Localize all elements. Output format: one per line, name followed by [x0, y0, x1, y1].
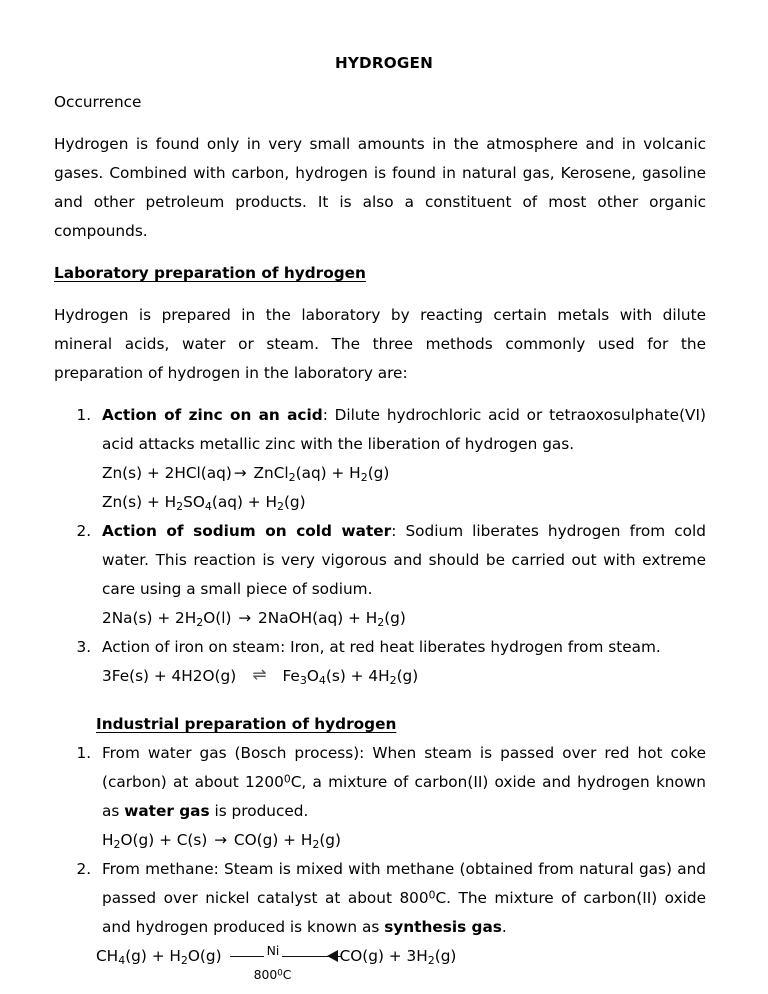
catalyst-arrow-icon: [230, 942, 346, 982]
subscript: 2: [288, 471, 296, 485]
lab-prep-list: [54, 401, 706, 691]
subscript: 2: [113, 838, 121, 852]
equilibrium-arrow-icon: ⇌: [252, 665, 267, 685]
equation-left: O(l): [203, 609, 232, 627]
list-item: [96, 401, 706, 517]
equation-left: Zn(s) + H: [102, 493, 177, 511]
equation-left: H: [102, 831, 114, 849]
equation-right: (aq) + H: [295, 464, 361, 482]
superscript: 0: [283, 772, 291, 786]
list-item-lead: Action of zinc on an acid: [102, 406, 323, 424]
lab-prep-heading: Laboratory preparation of hydrogen: [54, 264, 366, 282]
equation-right: (g): [319, 831, 341, 849]
equation-methane-steam: [96, 942, 706, 982]
list-item-text: C. The mixture of carbon(II) oxide and hydrogen produced is known as: [102, 889, 706, 936]
equation-left: O(g): [187, 947, 222, 965]
subscript: 2: [312, 838, 320, 852]
right-arrow-icon: →: [214, 831, 228, 849]
lab-prep-intro: Hydrogen is prepared in the laboratory by reacting certain metals with dilute mineral acids, water or steam. The three methods commonly used for the preparation of hydrogen in the laboratory are:: [54, 306, 706, 382]
equation-left: 2Na(s) + 2H: [102, 609, 197, 627]
superscript: 0: [277, 967, 283, 978]
subscript: 4: [318, 674, 326, 688]
catalyst-temperature: [254, 960, 292, 989]
list-item-text: From methane: Steam is mixed with methane (obtained from natural gas) and passed over nickel catalyst at about 800: [102, 860, 706, 907]
list-item: [96, 855, 706, 942]
equation-left: Zn(s) + 2HCl(aq): [102, 464, 232, 482]
subscript: 4: [118, 954, 126, 968]
industrial-prep-heading-row: [96, 710, 706, 739]
equation-right: (g): [396, 667, 419, 685]
industrial-prep-list: [54, 739, 706, 942]
temperature-unit: C: [282, 966, 292, 982]
document-body: [54, 88, 707, 982]
subscript: 2: [427, 954, 435, 968]
spacer: [54, 691, 706, 710]
equation-right: (g): [384, 609, 406, 627]
subscript: 2: [180, 954, 188, 968]
list-item-text: From water gas (Bosch process): When steam is passed over red hot coke (carbon) at about 1200: [102, 744, 706, 791]
subscript: 2: [377, 616, 385, 630]
equation-right: (g): [367, 464, 390, 482]
equation-left: 3Fe(s) + 4H2O(g): [102, 667, 237, 685]
subscript: 2: [276, 500, 284, 514]
arrow-head: [327, 950, 338, 962]
list-item-bold: water gas: [124, 802, 210, 820]
equation-right: 2NaOH(aq) + H: [258, 609, 378, 627]
list-item-bold: synthesis gas: [384, 918, 502, 936]
subscript: 2: [196, 616, 204, 630]
spacer: [54, 388, 706, 401]
spacer: [54, 288, 706, 301]
list-item-text: : Dilute hydrochloric acid or tetraoxosulphate(VI) acid attacks metallic zinc with the liberation of hydrogen gas.: [102, 406, 706, 453]
list-item-text: : Sodium liberates hydrogen from cold water. This reaction is very vigorous and should be carried out with extreme care using a small piece of sodium.: [102, 522, 706, 598]
equation-iron-steam: [102, 662, 706, 691]
catalyst-label: Ni: [264, 936, 283, 965]
list-item-text: .: [501, 918, 507, 936]
subscript: 2: [389, 674, 397, 688]
right-arrow-icon: →: [238, 609, 252, 627]
equation-left: (g) + H: [125, 947, 181, 965]
equation-right: Fe: [282, 667, 300, 685]
list-item-text: is produced.: [209, 802, 309, 820]
list-item: [96, 517, 706, 633]
equation-left: O(g) + C(s): [120, 831, 208, 849]
equation-left: CH: [96, 947, 119, 965]
temperature-value: 800: [253, 966, 278, 982]
equation-left: SO: [183, 493, 205, 511]
list-item-text: C, a mixture of carbon(II) oxide and hydrogen known as: [102, 773, 707, 820]
list-item: [96, 633, 706, 691]
industrial-prep-heading: Industrial preparation of hydrogen: [96, 715, 397, 733]
subscript: 3: [299, 674, 307, 688]
equation-water-gas: [102, 826, 706, 855]
page-title: HYDROGEN: [334, 54, 434, 72]
right-arrow-icon: →: [233, 464, 247, 482]
subscript: 2: [176, 500, 184, 514]
subscript: 2: [360, 471, 368, 485]
lab-prep-heading-row: [54, 259, 706, 288]
equation-right: (s) + 4H: [325, 667, 390, 685]
list-item-text: Action of iron on steam: Iron, at red heat liberates hydrogen from steam.: [102, 638, 661, 656]
list-item-lead: Action of sodium on cold water: [102, 522, 392, 540]
equation-right: CO(g) + 3H: [339, 947, 428, 965]
superscript: 0: [428, 888, 436, 902]
arrow-shaft: [230, 956, 342, 957]
equation-right: ZnCl: [253, 464, 289, 482]
equation-zinc-sulphate: [102, 488, 706, 517]
equation-sodium-water: [102, 604, 706, 633]
equation-right: CO(g) + H: [233, 831, 313, 849]
spacer: [54, 246, 706, 259]
equation-left: (g): [283, 493, 306, 511]
occurrence-paragraph: Hydrogen is found only in very small amounts in the atmosphere and in volcanic gases. Combined with carbon, hydrogen is found in natural gas, Kerosene, gasoline and other petroleum products. It is also a constituent of most other organic compounds.: [54, 135, 706, 240]
spacer: [54, 117, 706, 130]
equation-zinc-hcl: [102, 459, 706, 488]
equation-right: (g): [434, 947, 457, 965]
subscript: 4: [204, 500, 212, 514]
equation-left: (aq) + H: [211, 493, 277, 511]
equation-right: O: [306, 667, 319, 685]
occurrence-label: Occurrence: [54, 93, 142, 111]
list-item: [96, 739, 706, 855]
